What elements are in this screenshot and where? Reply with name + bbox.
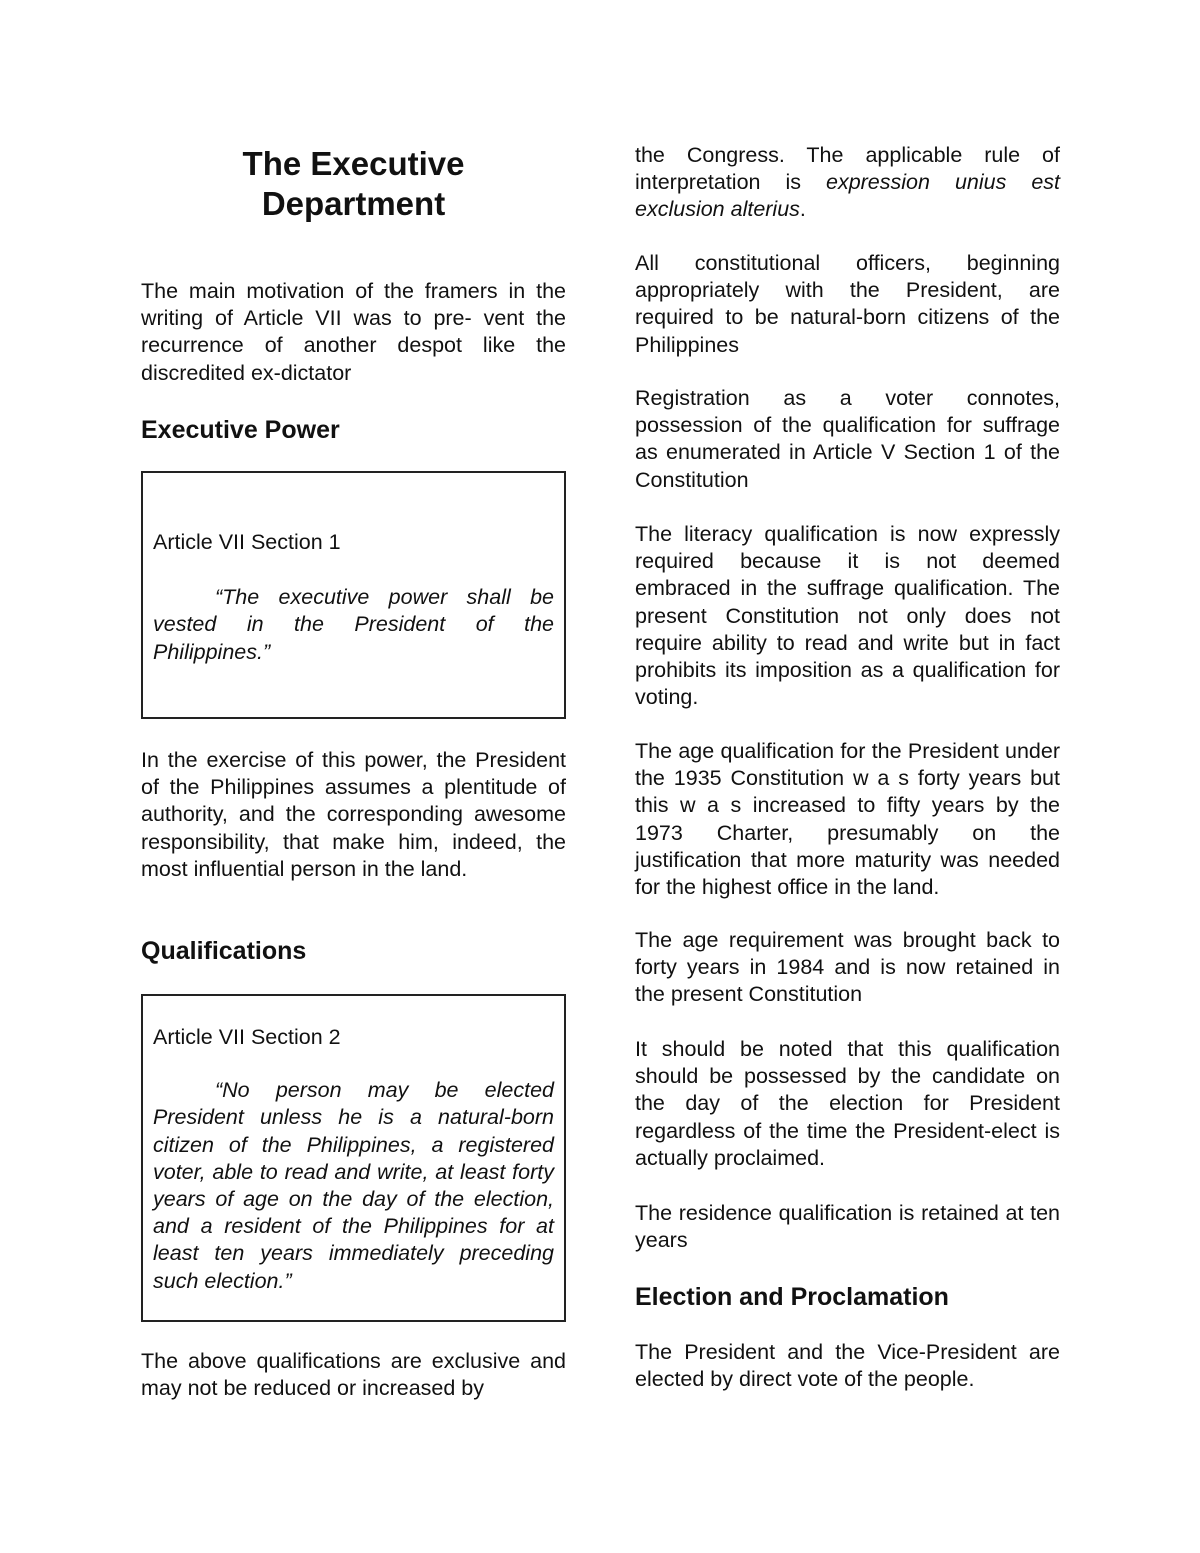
literacy-paragraph: The literacy qualification is now expressly required because it is not deemed embraced in the suffrage qualification. The present Constitution not only does not require ability to read and write but in fact prohibits its imposition as a qualification for voting. <box>635 522 1060 710</box>
congress-text: the Congress. The applicable rule of interpretation is <box>635 143 1060 195</box>
article-7-section-1-box <box>141 471 566 719</box>
congress-paragraph <box>635 142 1060 224</box>
latin-maxim: expression unius est exclusion alterius <box>635 170 1060 222</box>
congress-text-end: . <box>799 197 806 222</box>
residence-paragraph: The residence qualification is retained at ten years <box>635 1201 1060 1253</box>
box1-quote: “The executive power shall be vested in the President of the Philippines.” <box>153 585 554 664</box>
direct-vote-paragraph: The President and the Vice-President are elected by direct vote of the people. <box>635 1340 1060 1392</box>
page-title <box>141 144 566 224</box>
natural-born-paragraph: All constitutional officers, beginning appropriately with the President, are required to be natural-born citizens of the Philippines <box>635 251 1060 357</box>
executive-power-heading: Executive Power <box>141 416 340 444</box>
exercise-paragraph: In the exercise of this power, the President of the Philippines assumes a plentitude of authority, and the corresponding awesome responsibility, that make him, indeed, the most influential person in the land. <box>141 748 566 881</box>
intro-paragraph: The main motivation of the framers in the writing of Article VII was to pre- vent the recurrence of another despot like the discredited ex-dictator <box>141 279 566 385</box>
title-line-1: The Executive <box>242 145 465 182</box>
age-requirement-paragraph: The age requirement was brought back to forty years in 1984 and is now retained in the present Constitution <box>635 928 1060 1007</box>
box2-heading: Article VII Section 2 <box>153 1025 341 1049</box>
title-line-2: Department <box>261 185 446 222</box>
above-qualifications-paragraph: The above qualifications are exclusive and may not be reduced or increased by <box>141 1349 566 1401</box>
registration-paragraph: Registration as a voter connotes, possession of the qualification for suffrage as enumerated in Article V Section 1 of the Constitution <box>635 386 1060 492</box>
election-proclamation-heading: Election and Proclamation <box>635 1283 949 1311</box>
possession-paragraph: It should be noted that this qualification should be possessed by the candidate on the day of the election for President regardless of the time the President-elect is actually proclaimed. <box>635 1037 1060 1170</box>
box2-quote: “No person may be elected President unless he is a natural-born citizen of the Philippines, a registered voter, able to read and write, at least forty years of age on the day of the election, and a resident of the Philippines for at least ten years immediately preceding such election.” <box>153 1078 554 1293</box>
qualifications-heading: Qualifications <box>141 937 307 965</box>
age-qualification-paragraph: The age qualification for the President under the 1935 Constitution w a s forty years but this w a s increased to fifty years by the 1973 Charter, presumably on the justification that more maturity was needed for the highest office in the land. <box>635 739 1060 900</box>
box1-heading: Article VII Section 1 <box>153 530 341 554</box>
article-7-section-2-box <box>141 994 566 1322</box>
